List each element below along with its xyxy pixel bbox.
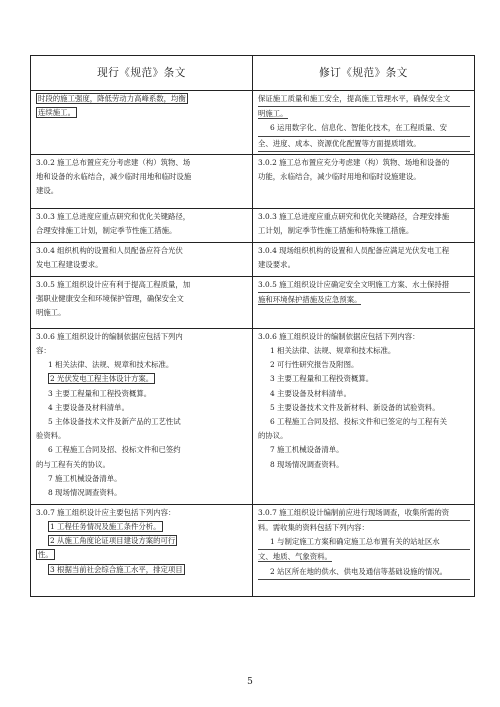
clause-item: 5 主体设备技术文件及新产品的工艺性试 xyxy=(48,417,181,427)
table-row xyxy=(31,242,475,276)
clause-item: 6 工程施工合同及招、投标文件和已签定的与工程有关 xyxy=(270,417,448,427)
clause-item: 5 主要设备技术文件及新材料、新设备的试验资料。 xyxy=(270,402,440,412)
clause-text: 验资料。 xyxy=(36,431,66,441)
boxed-text: 1 工程任务情况及施工条件分析。 xyxy=(50,522,161,532)
clause-text: 强职业健康安全和环境保护管理，确保安全文 xyxy=(36,294,184,304)
clause-item: 3 主要工程量和工程投资概算。 xyxy=(48,388,152,398)
underlined-text: 文、地质、气象资料。 xyxy=(258,552,332,562)
current-clause-cell xyxy=(31,208,253,242)
clause-item: 6 工程施工合同及招、投标文件和已签约 xyxy=(48,445,181,455)
revised-clause-cell xyxy=(253,504,475,596)
revised-clause-cell xyxy=(253,276,475,328)
current-clause-cell xyxy=(31,276,253,328)
header-current-spec: 现行《规范》条文 xyxy=(31,56,253,91)
clause-text: 建设。 xyxy=(36,186,59,196)
clause-text: 3.0.5 施工组织设计应有利于提高工程质量，加 xyxy=(36,279,191,289)
clause-text: 3.0.2 施工总布置应充分考虑建（构）筑物、场 xyxy=(36,157,191,167)
current-clause-cell xyxy=(31,242,253,276)
boxed-text: 性。 xyxy=(38,550,53,560)
table-row xyxy=(31,504,475,596)
clause-item: 8 现场情况调查资料。 xyxy=(48,488,122,498)
clause-text: 地和设备的永临结合，减少临时用地和临时设施 xyxy=(36,172,192,182)
underlined-text: 2 站区所在地的供水、供电及通信等基础设施的情况。 xyxy=(258,565,470,580)
clause-text: 容： xyxy=(36,346,51,356)
table-row xyxy=(31,91,475,155)
clause-text: 3.0.3 施工总进度应重点研究和优化关键路径， xyxy=(36,211,191,221)
revised-clause-cell xyxy=(253,154,475,208)
revised-clause-cell xyxy=(253,91,475,155)
underlined-text: 保证施工质量和施工安全，提高施工管理水平，确保安全文 xyxy=(258,92,470,107)
current-clause-cell xyxy=(31,328,253,504)
table-row xyxy=(31,154,475,208)
clause-text: 的与工程有关的协议。 xyxy=(36,459,110,469)
boxed-text: 2 光伏发电工程主体设计方案。 xyxy=(50,374,154,384)
clause-item: 7 施工机械设备清单。 xyxy=(48,473,122,483)
clause-text: 3.0.2 施工总布置应充分考虑建（构）筑物、场地和设备的 xyxy=(258,157,450,167)
clause-text: 工计划，制定季节性施工措施和特殊施工措施。 xyxy=(258,226,414,236)
clause-text: 合理安排施工计划，制定季节性施工措施。 xyxy=(36,226,177,236)
revised-clause-cell xyxy=(253,208,475,242)
clause-text: 建设要求。 xyxy=(258,260,295,270)
clause-text: 3.0.4 组织机构的设置和人员配备应符合光伏 xyxy=(36,245,183,255)
clause-item: 7 施工机械设备清单。 xyxy=(270,445,344,455)
clause-item: 1 相关法律、法规、规章和技术标准。 xyxy=(48,360,174,370)
revised-clause-cell xyxy=(253,242,475,276)
current-clause-cell xyxy=(31,504,253,596)
clause-text: 发电工程建设要求。 xyxy=(36,260,103,270)
clause-item: 4 主要设备及材料清单。 xyxy=(48,402,129,412)
table-row xyxy=(31,208,475,242)
clause-item: 4 主要设备及材料清单。 xyxy=(270,388,351,398)
clause-text: 3.0.7 施工组织设计应主要包括下列内容： xyxy=(36,507,176,517)
underlined-text: 3.0.5 施工组织设计应确定安全文明施工方案、水土保持措 xyxy=(258,278,470,293)
current-clause-cell xyxy=(31,154,253,208)
table-row xyxy=(31,276,475,328)
clause-text: 3.0.3 施工总进度应重点研究和优化关键路径，合理安排施 xyxy=(258,211,450,221)
table-header-row xyxy=(31,56,475,91)
clause-item: 3 主要工程量和工程投资概算。 xyxy=(270,374,374,384)
clause-item: 1 相关法律、法规、规章和技术标准。 xyxy=(270,346,396,356)
underlined-text: 明施工。 xyxy=(258,109,288,119)
current-clause-cell xyxy=(31,91,253,155)
boxed-text: 2 从施工角度论证项目建设方案的可行 xyxy=(50,536,176,546)
boxed-text: 连续施工。 xyxy=(38,108,75,118)
clause-text: 3.0.4 现场组织机构的设置和人员配备应满足光伏发电工程 xyxy=(258,245,450,255)
clause-item: 8 现场情况调查资料。 xyxy=(270,459,344,469)
clause-text: 3.0.6 施工组织设计的编制依据应包括下列内 xyxy=(36,331,183,341)
clause-text: 明施工。 xyxy=(36,308,66,318)
clause-item: 2 可行性研究报告及附图。 xyxy=(270,360,359,370)
comparison-table xyxy=(30,55,475,597)
clause-text: 3.0.6 施工组织设计的编制依据应包括下列内容： xyxy=(258,331,420,341)
revised-clause-cell xyxy=(253,328,475,504)
table-row xyxy=(31,328,475,504)
clause-text: 料。需收集的资料包括下列内容： xyxy=(258,523,369,533)
boxed-text: 时段的施工强度，降低劳动力高峰系数，均衡 xyxy=(38,94,186,103)
underlined-text: 1 与制定施工方案和确定施工总布置有关的站址区水 xyxy=(258,535,470,550)
clause-text: 的协议。 xyxy=(258,431,288,441)
underlined-text: 全、进度、成本、资源优化配置等方面提质增效。 xyxy=(258,137,470,152)
underlined-text: 施和环境保护措施及应急预案。 xyxy=(258,295,362,305)
header-revised-spec: 修订《规范》条文 xyxy=(253,56,475,91)
boxed-text: 3 根据当前社会综合施工水平，排定项目 xyxy=(50,564,183,574)
underlined-text: 6 运用数字化、信息化、智能化技术，在工程质量、安 xyxy=(258,121,470,136)
underlined-text: 3.0.7 施工组织设计编制前应进行现场调查，收集所需的资 xyxy=(258,506,470,521)
page-number: 5 xyxy=(247,677,253,687)
clause-text: 功能，永临结合，减少临时用地和临时设施建设。 xyxy=(258,172,421,182)
